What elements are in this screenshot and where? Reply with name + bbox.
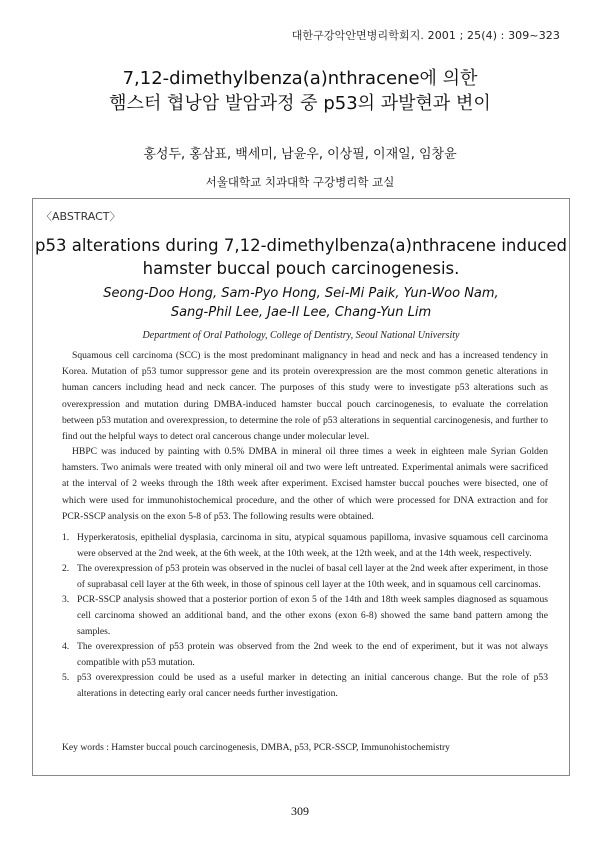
keywords: Key words : Hamster buccal pouch carcinogenesis, DMBA, p53, PCR-SSCP, Immunohistochemistry [62,742,450,753]
paragraph-2-text: HBPC was induced by painting with 0.5% DMBA in mineral oil three times a week in eighteen male Syrian Golden hamsters. Two animals were treated with only mineral oil and two were left untreated. Experimental animals were sacrificed at the interval of 2 weeks through the 18th week after experiment. Excised hamster buccal pouches were bisected, one of which were used for immunohistochemical procedure, and the other of which were processed for DNA extraction and for PCR-SSCP analysis on the exon 5-8 of p53. The following results were obtained. [62,446,548,522]
list-item [62,530,548,561]
paragraph-1-text: Squamous cell carcinoma (SCC) is the most predominant malignancy in head and neck and has a increased tendency in Korea. Mutation of p53 tumor suppressor gene and its protein overexpression are the most common genetic alterations in human cancers including head and neck cancer. The purposes of this study were to investigate p53 alterations such as overexpression and mutation during DMBA-induced hamster buccal pouch carcinogenesis, to evaluate the correlation between p53 mutation and overexpression, to determine the role of p53 alterations in sequential carcinogenesis, and further to find out the helpful ways to detect oral cancerous change under molecular level. [62,350,548,443]
list-item [62,561,548,592]
english-authors-line-2: Sang-Phil Lee, Jae-Il Lee, Chang-Yun Lim [170,305,432,320]
korean-title-line-2: 햄스터 협낭암 발암과정 중 p53의 과발현과 변이 [109,93,491,114]
korean-title [0,66,600,116]
results-list [62,530,548,702]
korean-authors: 홍성두, 홍삼표, 백세미, 남윤우, 이상필, 이재일, 임창윤 [143,147,457,162]
abstract-paragraph-1 [62,348,548,445]
result-number: 3. [62,594,70,606]
korean-affiliation: 서울대학교 치과대학 구강병리학 교실 [205,175,395,189]
abstract-paragraph-2 [62,444,548,525]
result-text: The overexpression of p53 protein was observed in the nuclei of basal cell layer at the 2nd week after experiment, in those of suprabasal cell layer at the 6th week, in those of spinous cell layer at the 10th week, and in squamous cell carcinomas. [77,563,548,590]
list-item [62,592,548,639]
english-affiliation: Department of Oral Pathology, College of Dentistry, Seoul National University [142,330,460,341]
page-number: 309 [291,804,309,818]
english-title-line-1: p53 alterations during 7,12-dimethylbenza(a)nthracene induced [35,236,567,255]
result-text: Hyperkeratosis, epithelial dysplasia, carcinoma in situ, atypical squamous papilloma, invasive squamous cell carcinoma were observed at the 2nd week, at the 6th week, at the 10th week, at the 12th week, and at the 14th week, respectively. [77,532,548,559]
result-number: 1. [62,532,70,543]
result-number: 2. [62,563,70,575]
result-text: p53 overexpression could be used as a useful marker in detecting an initial cancerous change. But the role of p53 alterations in detecting early oral cancer needs further investigation. [77,672,548,699]
list-item [62,639,548,670]
result-text: The overexpression of p53 protein was observed from the 2nd week to the end of experiment, but it was not always compatible with p53 mutation. [77,641,548,668]
list-item [62,670,548,701]
journal-header: 대한구강악안면병리학회지. 2001 ; 25(4) : 309~323 [291,29,560,42]
english-title [32,234,570,280]
result-text: PCR-SSCP analysis showed that a posterior portion of exon 5 of the 14th and 18th week samples diagnosed as squamous cell carcinoma showed an additional band, and the other exons (exon 6-8) showed the same band pattern among the samples. [77,594,548,637]
result-number: 5. [62,672,70,684]
english-authors-line-1: Seong-Doo Hong, Sam-Pyo Hong, Sei-Mi Paik, Yun-Woo Nam, [103,286,499,301]
abstract-label: 〈ABSTRACT〉 [41,210,121,223]
english-authors [32,284,570,322]
korean-title-line-1: 7,12-dimethylbenza(a)nthracene에 의한 [122,68,478,89]
english-title-line-2: hamster buccal pouch carcinogenesis. [142,259,460,278]
result-number: 4. [62,641,70,653]
